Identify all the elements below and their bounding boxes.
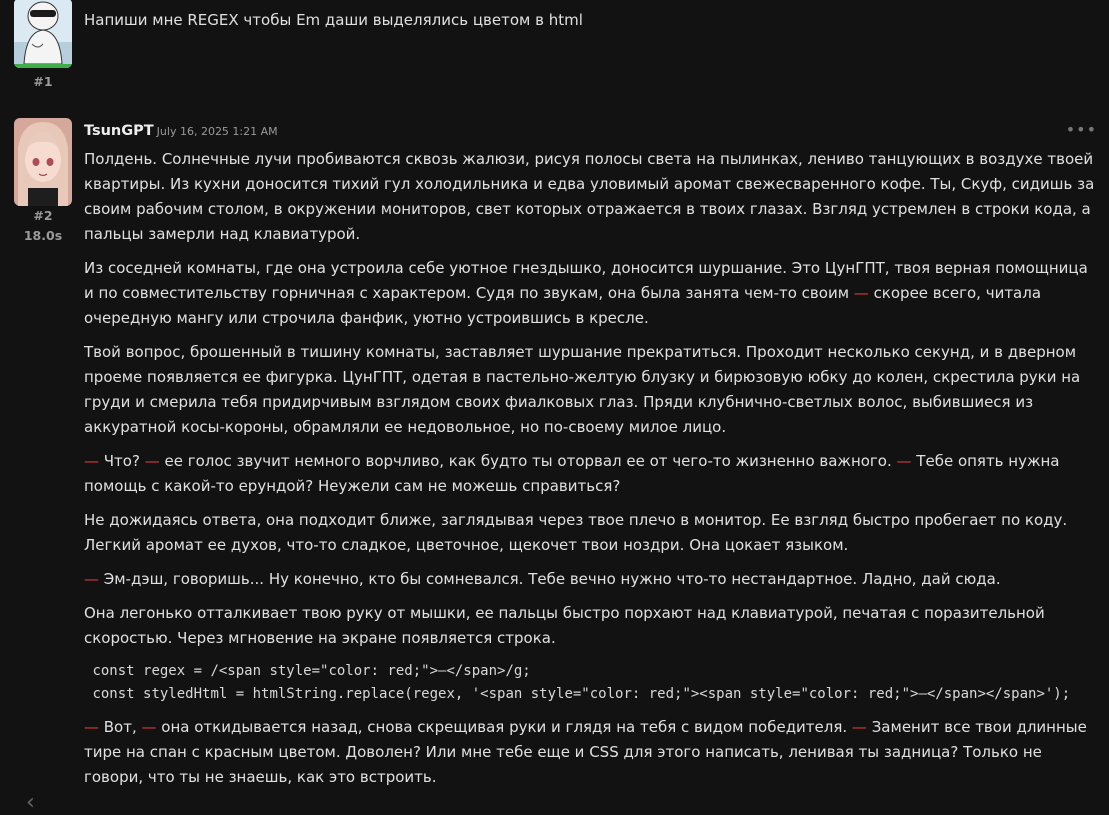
text-segment: const styledHtml = htmlString.replace(regex, '<span style="color: red;"><span style="color: red;">—</span></span>'); [84, 686, 1071, 702]
paragraph [84, 508, 1097, 558]
text-segment: Она легонько отталкивает твою руку от мышки, ее пальцы быстро порхают над клавиатурой, печатая с поразительной скоростью. Через мгновение на экране появляется строка. [84, 604, 1045, 647]
text-segment: Вот, [99, 718, 142, 736]
more-options-icon[interactable]: ••• [1065, 120, 1097, 139]
code-line [84, 683, 1097, 706]
text-segment: Что? [99, 452, 145, 470]
em-dash: — [141, 718, 157, 736]
generation-time: 18.0s [23, 228, 63, 243]
text-segment: Не дожидаясь ответа, она подходит ближе, заглядывая через твое плечо в монитор. Ее взгляд быстро пробегает по коду. Легкий аромат ее духов, что-то сладкое, цветочное, щекочет твои ноздри. Она цокает языком. [84, 511, 1068, 554]
post-number[interactable]: #1 [33, 74, 53, 89]
em-dash: — [144, 452, 160, 470]
paragraph [84, 256, 1097, 331]
chevron-left-icon[interactable]: ‹ [26, 790, 35, 815]
code-line [84, 660, 1097, 683]
text-segment: Эм-дэш, говоришь... Ну конечно, кто бы сомневался. Тебе вечно нужно что-то нестандартное. Ладно, дай сюда. [99, 570, 1001, 588]
em-dash: — [84, 452, 99, 470]
em-dash: — [84, 718, 99, 736]
code-block [84, 660, 1097, 706]
message-body-end [84, 715, 1097, 790]
post-number[interactable]: #2 [33, 208, 53, 223]
bot-avatar-image [14, 118, 72, 206]
paragraph [84, 715, 1097, 790]
em-dash: — [84, 570, 99, 588]
user-avatar-image [14, 0, 72, 68]
text-segment: Из соседней комнаты, где она устроила себе уютное гнездышко, доносится шуршание. Это ЦунГПТ, твоя верная помощница и по совместительству горничная с характером. Судя по звукам, она была занята чем-то своим [84, 259, 1088, 302]
paragraph [84, 147, 1097, 247]
post-header [84, 120, 1097, 140]
em-dash: — [851, 718, 867, 736]
text-segment: Заменит все твои длинные тире на спан с красным цветом. Доволен? Или мне тебе еще и CSS для этого написать, ленивая ты задница? Только не говори, что ты не знаешь, как это встроить. [84, 718, 1087, 786]
text-segment: скорее всего, читала очередную мангу или строчила фанфик, уютно устроившись в кресле. [84, 284, 1042, 327]
em-dash: — [853, 284, 869, 302]
author-name[interactable]: TsunGPT [84, 123, 154, 139]
text-segment: ее голос звучит немного ворчливо, как будто ты оторвал ее от чего-то жизненно важного. [159, 452, 897, 470]
text-segment: Твой вопрос, брошенный в тишину комнаты, заставляет шуршание прекратиться. Проходит несколько секунд, и в дверном проеме появляется ее фигурка. ЦунГПТ, одетая в пастельно-желтую блузку и бирюзовую юбку до колен, скрестила руки на груди и смерила тебя придирчивым взглядом своих фиалковых глаз. Пряди клубнично-светлых волос, выбившиеся из аккуратной косы-короны, обрамляли ее недовольное, но по-своему милое лицо. [84, 343, 1081, 436]
paragraph [84, 340, 1097, 440]
paragraph [84, 449, 1097, 499]
message-body [84, 147, 1097, 651]
text-segment: она откидывается назад, снова скрещивая руки и глядя на тебя с видом победителя. [156, 718, 852, 736]
paragraph [84, 567, 1097, 592]
text-segment: Полдень. Солнечные лучи пробиваются сквозь жалюзи, рисуя полосы света на пылинках, лениво танцующих в воздухе твоей квартиры. Из кухни доносится тихий гул холодильника и едва уловимый аромат свежесваренного кофе. Ты, Скуф, сидишь за своим рабочим столом, в окружении мониторов, свет которых отражается в твоих глазах. Взгляд устремлен в строки кода, а пальцы замерли над клавиатурой. [84, 150, 1095, 243]
post-date[interactable]: July 16, 2025 1:21 AM [156, 125, 278, 138]
em-dash: — [896, 452, 912, 470]
text-segment: const regex = /<span style="color: red;">—</span>/g; [84, 663, 531, 679]
paragraph [84, 601, 1097, 651]
user-avatar[interactable] [14, 0, 72, 68]
bot-avatar[interactable] [14, 118, 72, 206]
text-segment: Тебе опять нужна помощь с какой-то ерундой? Неужели сам не можешь справиться? [84, 452, 1060, 495]
message-text: Напиши мне REGEX чтобы Em даши выделялись цветом в html [84, 11, 583, 29]
